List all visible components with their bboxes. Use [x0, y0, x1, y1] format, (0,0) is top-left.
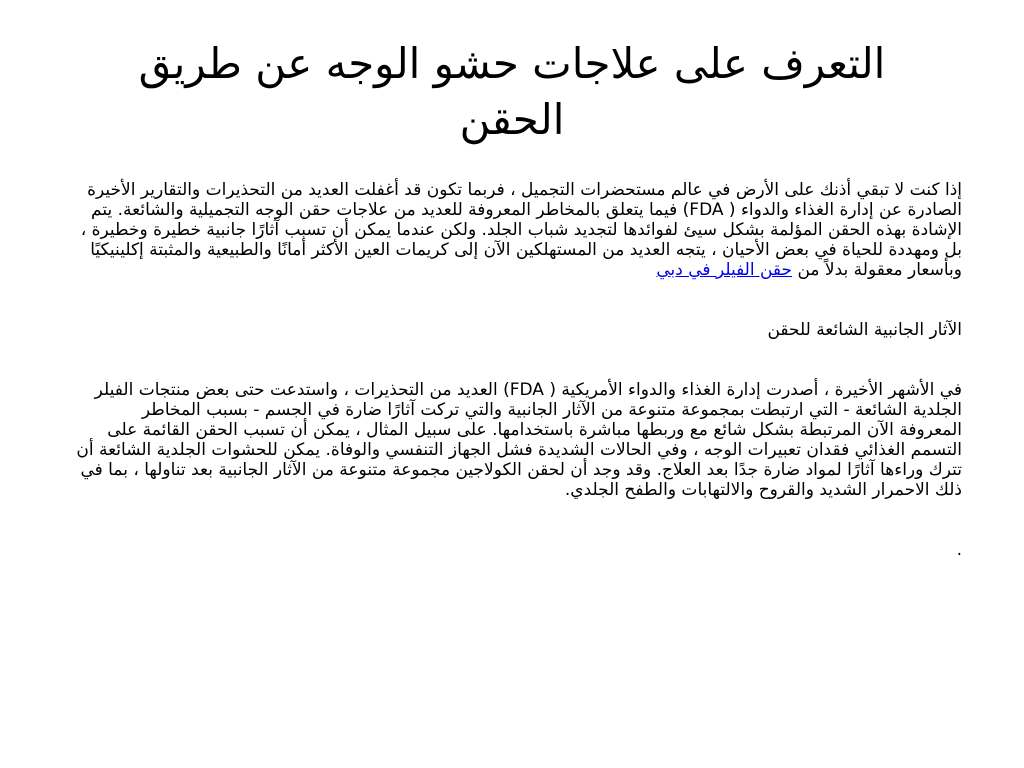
- side-effects-paragraph: في الأشهر الأخيرة ، أصدرت إدارة الغذاء والدواء الأمريكية ( FDA) العديد من التحذيرات ، واستدعت حتى بعض منتجات الفيلر الجلدية الشائعة - التي ارتبطت بمجموعة متنوعة من الآثار الجانبية والتي تركت آثارًا ضارة في الجسم - بسبب المخاطر المعروفة الآن المرتبطة بشكل شائع مع وربطها مباشرة باستخدامها. على سبيل المثال ، يمكن أن تسبب الحقن القائمة على التسمم الغذائي فقدان تعبيرات الوجه ، وفي الحالات الشديدة فشل الجهاز التنفسي والوفاة. يمكن للحشوات الجلدية الشائعة أن تترك وراءها آثارًا لمواد ضارة جدًا بعد العلاج. وقد وجد أن لحقن الكولاجين مجموعة متنوعة من الآثار الجانبية بعد تناولها ، بما في ذلك الاحمرار الشديد والقروح والالتهابات والطفح الجلدي.: [76, 380, 962, 500]
- side-effects-heading: الآثار الجانبية الشائعة للحقن: [767, 320, 962, 340]
- intro-paragraph: [74, 180, 962, 280]
- filler-dubai-link[interactable]: حقن الفيلر في دبي: [656, 260, 793, 280]
- intro-paragraph-text: إذا كنت لا تبقي أذنك على الأرض في عالم مستحضرات التجميل ، فربما تكون قد أغفلت العديد من التحذيرات والتقارير الأخيرة الصادرة عن إدارة الغذاء والدواء ( FDA) فيما يتعلق بالمخاطر المعروفة للعديد من علاجات حقن الوجه التجميلية والشائعة. يتم الإشادة بهذه الحقن المؤلمة بشكل سيئ لفوائدها لتجديد شباب الجلد. ولكن عندما يمكن أن تسبب آثارًا جانبية خطيرة وخطيرة ، بل ومهددة للحياة في بعض الأحيان ، يتجه العديد من المستهلكين الآن إلى كريمات العين الأكثر أمانًا والطبيعية والمثبتة إكلينيكيًا وبأسعار معقولة بدلاً من: [80, 180, 962, 280]
- slide-body: [74, 180, 962, 560]
- trailing-period: .: [956, 540, 962, 560]
- slide-title: التعرف على علاجات حشو الوجه عن طريق الحقن: [138, 39, 886, 144]
